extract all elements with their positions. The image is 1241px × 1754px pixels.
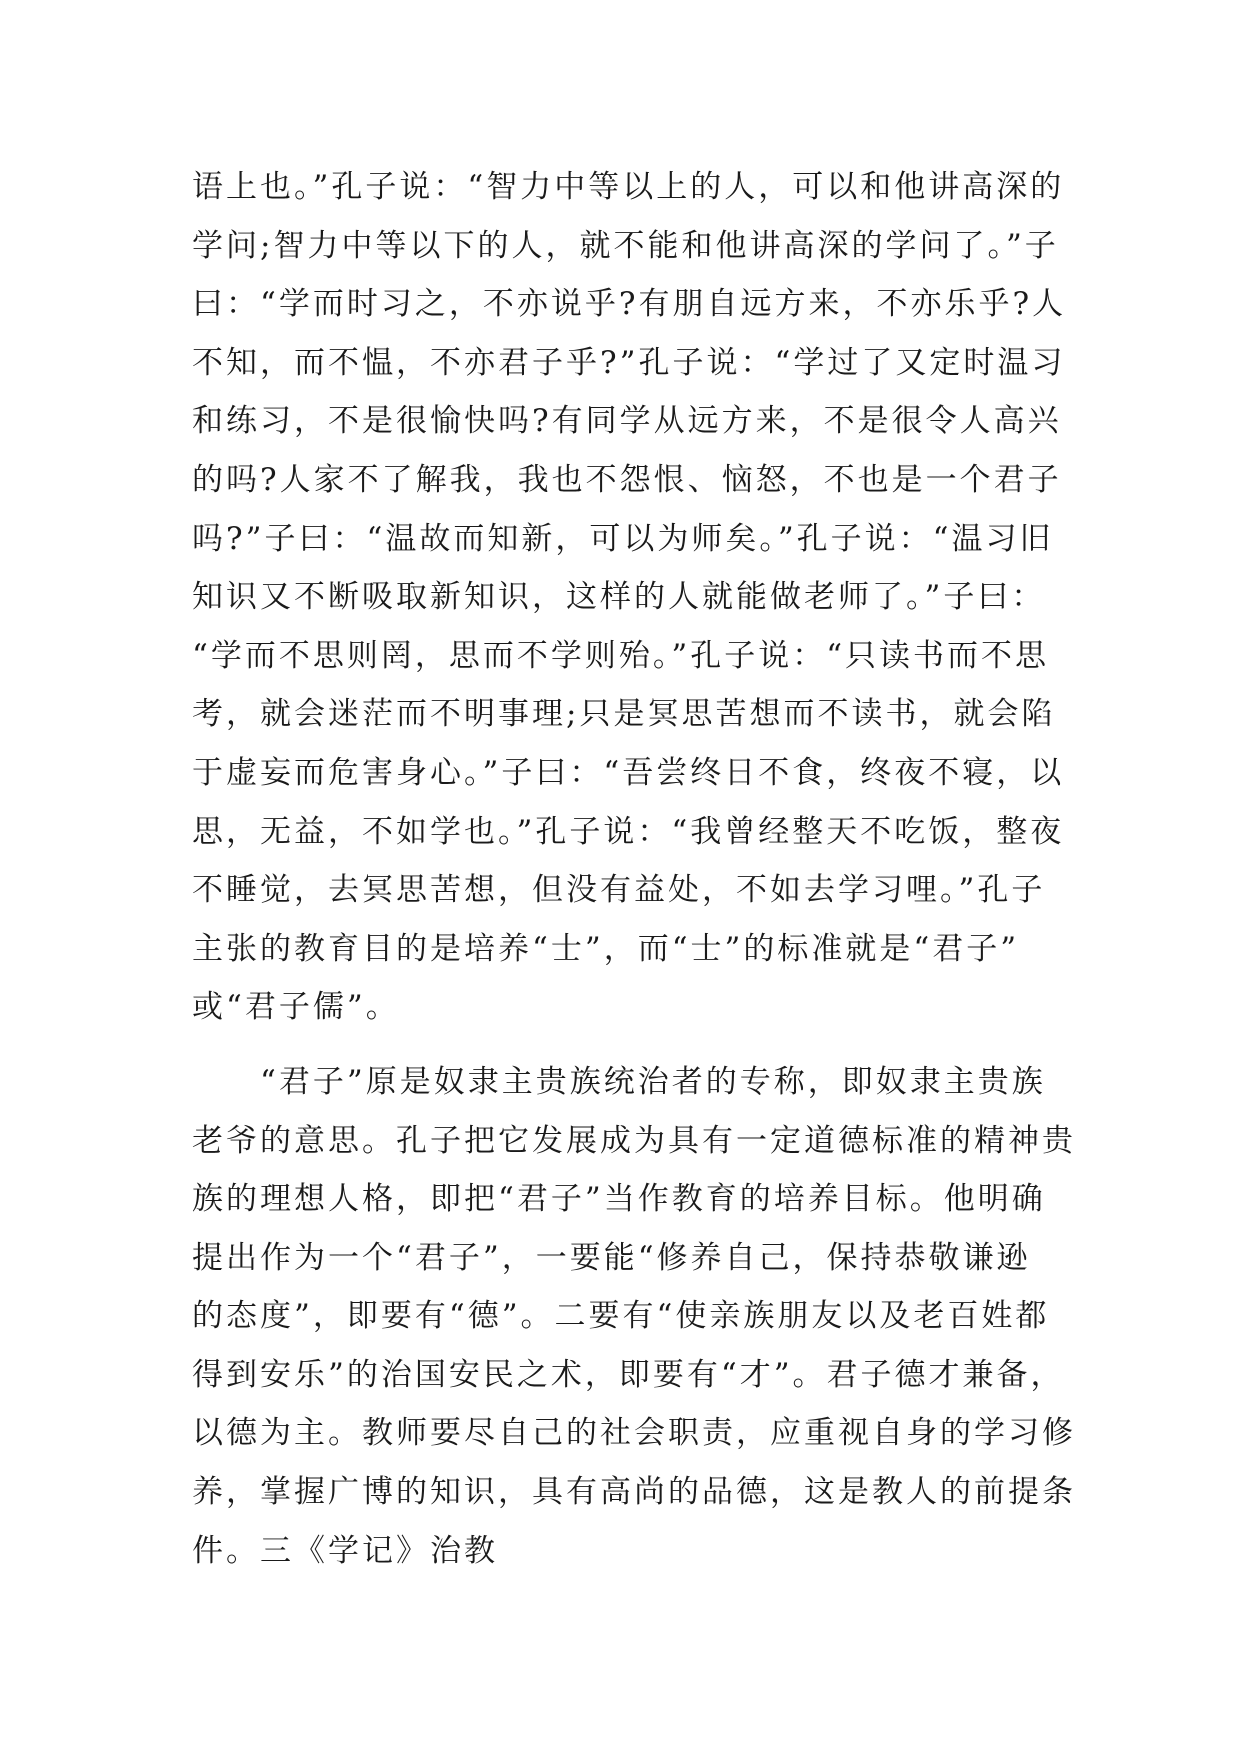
text-line: 的态度”，即要有“德”。二要有“使亲族朋友以及老百姓都	[192, 1298, 1050, 1335]
text-line: 知识又不断吸取新知识，这样的人就能做老师了。”子曰：	[192, 579, 1046, 616]
text-line: 以德为主。教师要尽自己的社会职责，应重视自身的学习修	[192, 1415, 1076, 1452]
paragraph-junzi	[192, 1053, 1076, 1580]
paragraph-spacing	[192, 1037, 1072, 1053]
text-line: 老爷的意思。孔子把它发展成为具有一定道德标准的精神贵	[192, 1122, 1076, 1159]
text-line: 和练习，不是很愉快吗?有同学从远方来，不是很令人高兴	[192, 403, 1062, 440]
text-line: 吗?”子曰：“温故而知新，可以为师矣。”孔子说：“温习旧	[192, 520, 1054, 557]
text-line: 学问;智力中等以下的人，就不能和他讲高深的学问了。”子	[192, 227, 1059, 264]
text-line: 得到安乐”的治国安民之术，即要有“才”。君子德才兼备，	[192, 1356, 1065, 1393]
text-line: 或“君子儒”。	[192, 989, 400, 1026]
text-line: “学而不思则罔，思而不学则殆。”孔子说：“只读书而不思	[192, 637, 1050, 674]
body-text	[192, 158, 1076, 1580]
text-line: 的吗?人家不了解我，我也不怨恨、恼怒，不也是一个君子	[192, 461, 1062, 498]
text-line: 主张的教育目的是培养“士”，而“士”的标准就是“君子”	[192, 930, 1020, 967]
text-line: 语上也。”孔子说：“智力中等以上的人，可以和他讲高深的	[192, 169, 1065, 205]
text-line: 于虚妄而危害身心。”子曰：“吾尝终日不食，终夜不寝，以	[192, 754, 1065, 791]
text-line: 提出作为一个“君子”，一要能“修养自己，保持恭敬谦逊	[192, 1239, 1031, 1276]
text-line: 件。三《学记》治教	[192, 1532, 498, 1569]
text-line: 不知，而不愠，不亦君子乎?”孔子说：“学过了又定时温习	[192, 344, 1066, 381]
paragraph-confucius-quotes	[192, 158, 1072, 1037]
text-line: 曰：“学而时习之，不亦说乎?有朋自远方来，不亦乐乎?人	[192, 286, 1067, 323]
text-line: 族的理想人格，即把“君子”当作教育的培养目标。他明确	[192, 1181, 1046, 1218]
text-line: 不睡觉，去冥思苦想，但没有益处，不如去学习哩。”孔子	[192, 872, 1046, 909]
text-line: 考，就会迷茫而不明事理;只是冥思苦想而不读书，就会陷	[192, 696, 1056, 733]
text-line: 思，无益，不如学也。”孔子说：“我曾经整天不吃饭，整夜	[192, 813, 1065, 850]
text-line: “君子”原是奴隶主贵族统治者的专称，即奴隶主贵族	[192, 1063, 1046, 1100]
text-line: 养，掌握广博的知识，具有高尚的品德，这是教人的前提条	[192, 1474, 1076, 1511]
